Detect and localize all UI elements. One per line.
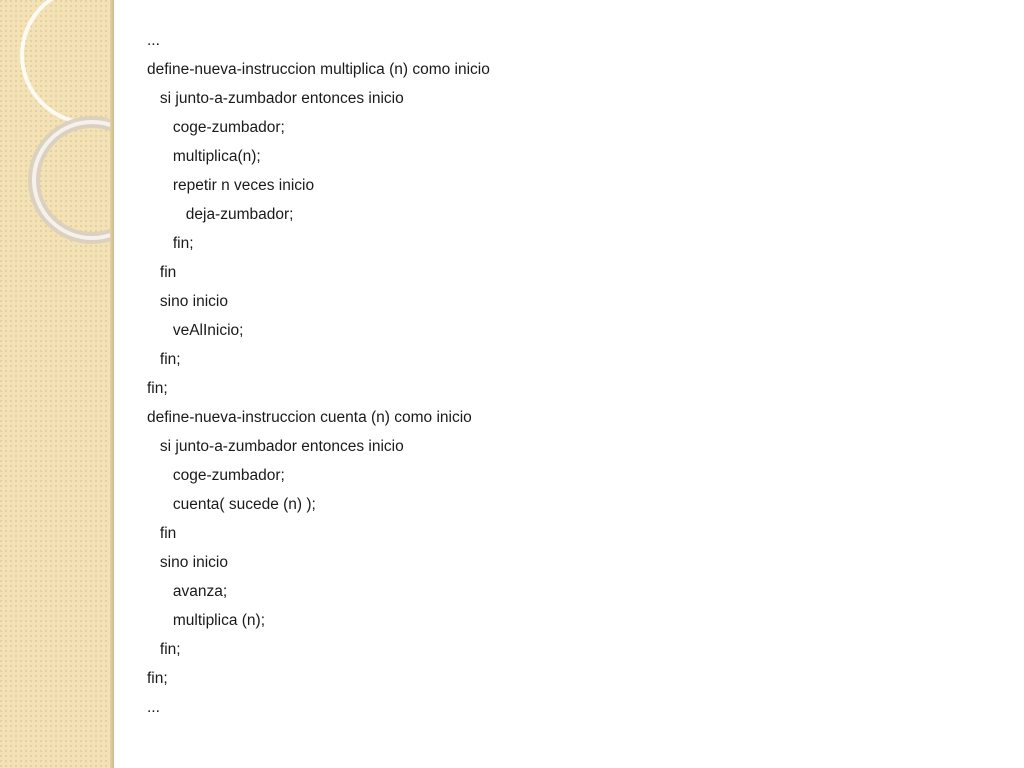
code-line: fin; [147, 351, 181, 368]
code-line: fin [147, 525, 177, 542]
code-line: coge-zumbador; [147, 467, 285, 484]
code-line: fin; [147, 641, 181, 658]
code-line: fin; [147, 670, 168, 687]
code-line: sino inicio [147, 293, 228, 310]
code-line: avanza; [147, 583, 228, 600]
code-line: fin; [147, 235, 194, 252]
code-line: si junto-a-zumbador entonces inicio [147, 438, 404, 455]
code-line: multiplica (n); [147, 612, 265, 629]
side-panel-edge [110, 0, 114, 768]
code-line: sino inicio [147, 554, 228, 571]
code-line: deja-zumbador; [147, 206, 294, 223]
decorative-side-panel [0, 0, 114, 768]
code-line: fin [147, 264, 177, 281]
code-line: ... [147, 32, 160, 49]
code-line: coge-zumbador; [147, 119, 285, 136]
code-line: define-nueva-instruccion multiplica (n) como inicio [147, 61, 490, 78]
code-line: ... [147, 699, 160, 716]
code-block [147, 26, 490, 722]
decorative-rings-icon [0, 0, 114, 768]
code-line: define-nueva-instruccion cuenta (n) como inicio [147, 409, 472, 426]
code-line: repetir n veces inicio [147, 177, 315, 194]
code-line: fin; [147, 380, 168, 397]
code-line: si junto-a-zumbador entonces inicio [147, 90, 404, 107]
code-line: multiplica(n); [147, 148, 261, 165]
code-line: veAlInicio; [147, 322, 244, 339]
code-line: cuenta( sucede (n) ); [147, 496, 316, 513]
